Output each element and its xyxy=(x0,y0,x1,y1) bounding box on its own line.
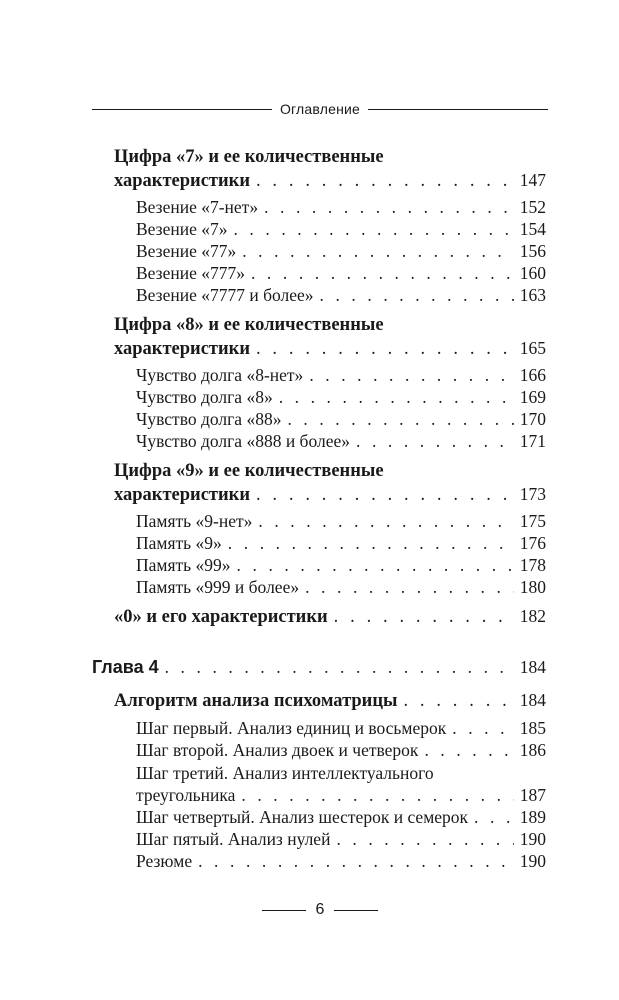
leader-dots xyxy=(228,532,514,554)
footer-rule-left xyxy=(262,910,306,911)
entry-label: Память «99» xyxy=(136,555,231,575)
toc-entry[interactable] xyxy=(136,262,546,284)
entry-label: Шаг первый. Анализ единиц и восьмерок xyxy=(136,718,447,738)
page-number: 6 xyxy=(315,901,325,918)
entry-page: 163 xyxy=(519,285,546,305)
section-title-8: Цифра «8» и ее количественные xyxy=(114,315,384,335)
entry-page: 156 xyxy=(519,241,546,261)
toc-entry-section-9[interactable] xyxy=(114,483,546,506)
leader-dots xyxy=(320,284,514,306)
toc-entry-section-8[interactable] xyxy=(114,337,546,360)
entry-label: Везение «7777 и более» xyxy=(136,285,314,305)
leader-dots xyxy=(403,690,513,712)
entry-label: треугольника xyxy=(136,785,236,805)
toc-entry-zero[interactable] xyxy=(114,605,546,628)
entry-page: 182 xyxy=(519,606,546,626)
entry-label: Везение «77» xyxy=(136,241,237,261)
leader-dots xyxy=(334,606,514,628)
leader-dots xyxy=(305,576,514,598)
leader-dots xyxy=(237,554,514,576)
entry-page: 184 xyxy=(519,657,546,677)
leader-dots xyxy=(256,484,514,506)
leader-dots xyxy=(424,739,513,761)
entry-page: 166 xyxy=(519,365,546,385)
leader-dots xyxy=(241,784,513,806)
entry-label: Память «9-нет» xyxy=(136,511,253,531)
entry-page: 147 xyxy=(519,170,546,190)
entry-page: 176 xyxy=(519,533,546,553)
toc-entry[interactable] xyxy=(136,784,546,806)
entry-label: характеристики xyxy=(114,171,250,191)
leader-dots xyxy=(165,656,514,678)
leader-dots xyxy=(233,218,513,240)
toc-entry[interactable] xyxy=(136,739,546,761)
entry-page: 171 xyxy=(519,431,546,451)
toc-entry[interactable] xyxy=(136,408,546,430)
entry-page: 186 xyxy=(519,740,546,760)
leader-dots xyxy=(279,386,514,408)
entry-label: Чувство долга «8» xyxy=(136,387,273,407)
toc-entry[interactable] xyxy=(136,554,546,576)
leader-dots xyxy=(258,510,513,532)
entry-label: Чувство долга «88» xyxy=(136,409,282,429)
entry-label: Везение «7» xyxy=(136,219,228,239)
toc-entry[interactable] xyxy=(136,196,546,218)
toc-entry[interactable] xyxy=(136,510,546,532)
toc-entry[interactable] xyxy=(136,850,546,872)
toc-entry[interactable] xyxy=(136,576,546,598)
leader-dots xyxy=(336,828,513,850)
entry-label: Шаг четвертый. Анализ шестерок и семерок xyxy=(136,807,469,827)
leader-dots xyxy=(256,338,514,360)
toc-entry[interactable] xyxy=(136,386,546,408)
entry-label: Память «9» xyxy=(136,533,222,553)
toc-entry-algorithm[interactable] xyxy=(114,689,546,712)
leader-dots xyxy=(251,262,514,284)
entry-page: 165 xyxy=(519,338,546,358)
running-header xyxy=(92,98,548,120)
leader-dots xyxy=(198,850,514,872)
entry-page: 190 xyxy=(519,851,546,871)
leader-dots xyxy=(452,717,514,739)
entry-label: Алгоритм анализа психоматрицы xyxy=(114,691,398,711)
toc-entry[interactable] xyxy=(136,717,546,739)
entry-label: Чувство долга «888 и более» xyxy=(136,431,350,451)
entry-page: 175 xyxy=(519,511,546,531)
toc-entry[interactable] xyxy=(136,806,546,828)
toc-entry[interactable] xyxy=(136,284,546,306)
entry-page: 184 xyxy=(519,690,546,710)
entry-label: Шаг пятый. Анализ нулей xyxy=(136,829,331,849)
entry-page: 178 xyxy=(519,555,546,575)
entry-label: характеристики xyxy=(114,485,250,505)
entry-label: Везение «777» xyxy=(136,263,245,283)
footer-rule-right xyxy=(334,910,378,911)
toc-entry[interactable] xyxy=(136,364,546,386)
section-title-7: Цифра «7» и ее количественные xyxy=(114,147,384,167)
toc-entry-label-line1: Шаг третий. Анализ интеллектуального xyxy=(136,763,434,783)
entry-page: 169 xyxy=(519,387,546,407)
toc-entry[interactable] xyxy=(136,532,546,554)
entry-page: 170 xyxy=(519,409,546,429)
toc-entry[interactable] xyxy=(136,430,546,452)
entry-page: 173 xyxy=(519,484,546,504)
toc-entry-chapter-4[interactable] xyxy=(92,656,546,678)
leader-dots xyxy=(287,408,513,430)
leader-dots xyxy=(256,170,514,192)
header-title: Оглавление xyxy=(279,101,361,117)
entry-page: 180 xyxy=(519,577,546,597)
entry-label: «0» и его характеристики xyxy=(114,607,328,627)
toc-entry[interactable] xyxy=(136,218,546,240)
chapter-label: Глава 4 xyxy=(92,657,159,677)
entry-page: 187 xyxy=(519,785,546,805)
leader-dots xyxy=(474,806,514,828)
toc-entry-section-7[interactable] xyxy=(114,169,546,192)
entry-page: 160 xyxy=(519,263,546,283)
entry-label: Резюме xyxy=(136,851,193,871)
entry-label: характеристики xyxy=(114,339,250,359)
entry-page: 190 xyxy=(519,829,546,849)
entry-label: Везение «7-нет» xyxy=(136,197,259,217)
entry-label: Шаг второй. Анализ двоек и четверок xyxy=(136,740,419,760)
toc-entry[interactable] xyxy=(136,828,546,850)
entry-label: Чувство долга «8-нет» xyxy=(136,365,304,385)
leader-dots xyxy=(242,240,514,262)
entry-page: 185 xyxy=(519,718,546,738)
section-title-9: Цифра «9» и ее количественные xyxy=(114,461,384,481)
entry-page: 152 xyxy=(519,197,546,217)
leader-dots xyxy=(356,430,514,452)
leader-dots xyxy=(264,196,514,218)
toc-entry[interactable] xyxy=(136,240,546,262)
header-rule-left xyxy=(92,109,272,110)
entry-page: 154 xyxy=(519,219,546,239)
header-rule-right xyxy=(368,109,548,110)
page-footer xyxy=(262,899,378,921)
leader-dots xyxy=(309,364,513,386)
entry-label: Память «999 и более» xyxy=(136,577,300,597)
entry-page: 189 xyxy=(519,807,546,827)
